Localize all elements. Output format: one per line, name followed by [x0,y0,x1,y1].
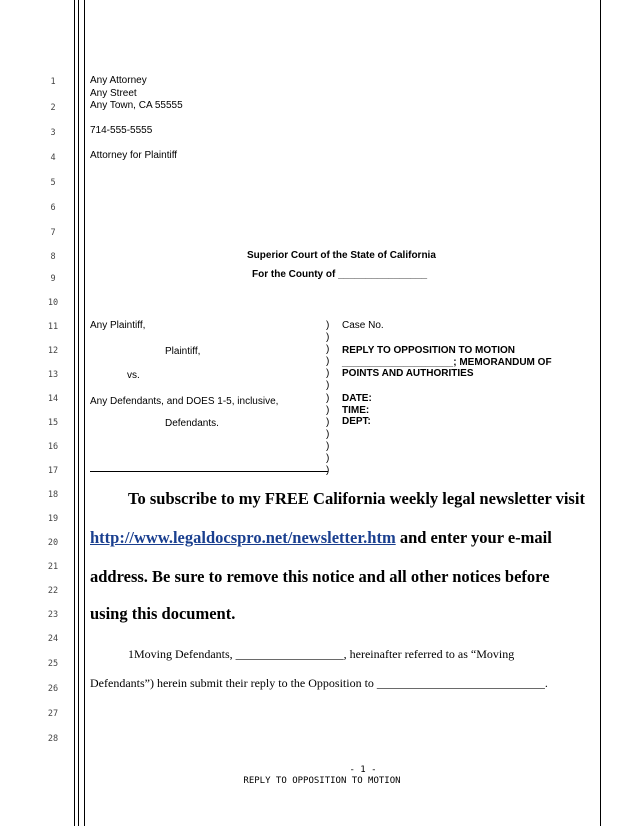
defendants-name: Any Defendants, and DOES 1-5, inclusive, [90,396,279,407]
attorney-role: Attorney for Plaintiff [90,150,178,161]
versus-label: vs. [127,370,140,381]
line-number: 4 [50,153,56,163]
line-number: 17 [47,466,59,476]
line-number: 5 [50,178,56,188]
plaintiff-name: Any Plaintiff, [90,320,146,331]
defendant-role: Defendants. [165,418,219,429]
left-margin-rule-inner [78,0,79,826]
right-margin-rule [600,0,601,826]
document-title-line: POINTS AND AUTHORITIES [342,368,474,379]
line-number: 1 [50,77,56,87]
line-number: 15 [47,418,59,428]
body-paragraph-line: Defendants”) herein submit their reply to the Opposition to ____________________________. [90,676,548,690]
court-name: Superior Court of the State of California [247,250,436,261]
line-number: 25 [47,659,59,669]
left-margin-rule-outer [74,0,75,826]
attorney-street: Any Street [90,87,137,99]
notice-line: using this document. [90,604,236,623]
line-number: 21 [47,562,59,572]
attorney-phone: 714-555-5555 [90,125,153,136]
hearing-info [342,393,372,428]
line-number: 6 [50,203,56,213]
line-number: 2 [50,103,56,113]
attorney-city: Any Town, CA 55555 [90,100,183,111]
line-number: 28 [47,734,59,744]
caption-underline [90,471,328,472]
attorney-name: Any Attorney [90,75,147,86]
footer-title: REPLY TO OPPOSITION TO MOTION [243,776,401,786]
line-number: 26 [47,684,59,694]
line-number: 13 [47,370,59,380]
case-number-label: Case No. [342,320,384,331]
notice-line [90,528,552,548]
document-title-line: ____________________; MEMORANDUM OF [342,356,552,368]
line-number: 24 [47,634,59,644]
attorney-block [90,75,183,113]
line-number: 10 [47,298,59,308]
body-paragraph-line: 1Moving Defendants, __________________, hereinafter referred to as “Moving [128,647,515,661]
line-number: 27 [47,709,59,719]
line-number: 12 [47,346,59,356]
left-margin-rule-text [84,0,85,826]
line-number: 16 [47,442,59,452]
caption-paren-column: ) ) ) ) ) ) ) ) ) ) ) ) ) [326,320,330,477]
notice-line: To subscribe to my FREE California weekly legal newsletter visit [128,489,585,508]
line-number: 8 [50,252,56,262]
line-number: 19 [47,514,59,524]
line-number: 11 [47,322,59,332]
line-number: 22 [47,586,59,596]
line-number: 20 [47,538,59,548]
line-number: 9 [50,274,56,284]
document-title-line: REPLY TO OPPOSITION TO MOTION [342,345,515,356]
hearing-date-label: DATE: [342,393,372,404]
hearing-dept-label: DEPT: [342,416,371,427]
plaintiff-role: Plaintiff, [165,346,201,357]
notice-text: and enter your e-mail [395,528,552,547]
line-number: 18 [47,490,59,500]
line-number: 3 [50,128,56,138]
page-number: - 1 - [349,765,377,775]
newsletter-link[interactable]: http://www.legaldocspro.net/newsletter.htm [90,528,396,547]
notice-line: address. Be sure to remove this notice and all other notices before [90,567,550,586]
hearing-time-label: TIME: [342,404,370,416]
line-number: 23 [47,610,59,620]
line-number: 14 [47,394,59,404]
court-county: For the County of ________________ [252,269,428,280]
document-title [342,345,552,380]
line-number: 7 [50,228,56,238]
